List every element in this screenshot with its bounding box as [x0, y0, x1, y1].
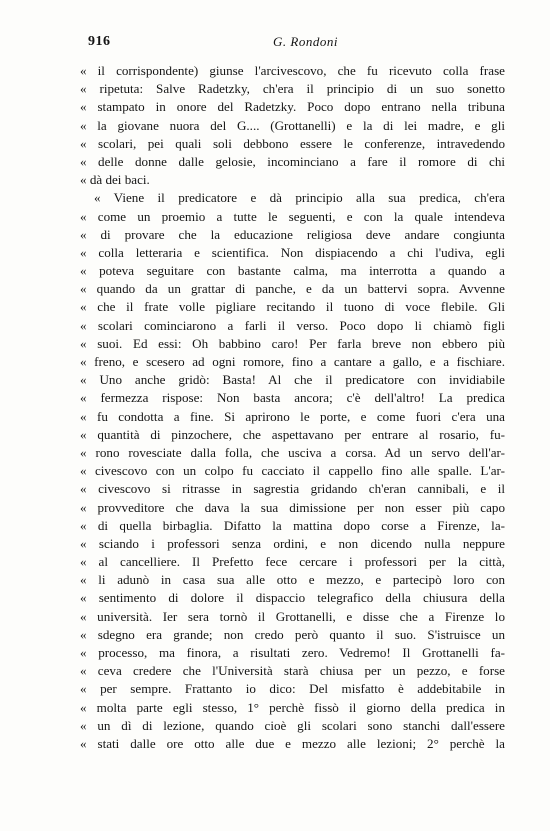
text-line: « freno, e scesero ad ogni romore, fino a cantare a gallo, e a fischiare.	[80, 354, 505, 369]
text-line: « Viene il predicatore e dà principio alla sua predica, ch'era	[94, 190, 505, 206]
text-line: « fermezza rispose: Non basta ancora; c'è dell'altro! La predica	[80, 390, 505, 406]
page-number: 916	[88, 34, 111, 49]
text-line: « colla letteraria e scientifica. Non dispiacendo a chi l'udiva, egli	[80, 244, 505, 260]
text-line: « stati dalle ore otto alle due e mezzo alle lezioni; 2° perchè la	[80, 735, 505, 751]
text-line: « come un proemio a tutte le seguenti, e con la quale intendeva	[80, 208, 505, 224]
text-line: « scolari cominciarono a farli il verso. Poco dopo li chiamò figli	[80, 317, 505, 333]
text-line: « poteva seguitare con bastante calma, ma interrotta a quando a	[80, 263, 505, 279]
text-line: « stampato in onore del Radetzky. Poco dopo entrano nella tribuna	[80, 99, 505, 115]
running-head: G. Rondoni	[273, 34, 338, 49]
text-line: « li adunò in casa sua alle otto e mezzo, e partecipò loro con	[80, 572, 505, 588]
text-line: « ceva credere che l'Università starà chiusa per un pezzo, e forse	[80, 663, 505, 679]
text-line: « ripetuta: Salve Radetzky, ch'era il principio di un suo sonetto	[80, 81, 505, 97]
text-line: « che il frate volle pigliare recitando il tuono di voce flebile. Gli	[80, 299, 505, 315]
text-line: « civescovo con un colpo fu cacciato il cappello fino alle spalle. L'ar-	[80, 463, 505, 479]
text-line: « sentimento di dolore il dispaccio telegrafico della chiusura della	[80, 590, 505, 606]
text-line: « al cancelliere. Il Prefetto fece cercare i professori per la città,	[80, 554, 505, 570]
text-line: « suoi. Ed essi: Oh babbino caro! Per farla breve non ebbero più	[80, 335, 505, 351]
text-line: « il corrispondente) giunse l'arcivescovo, che fu ricevuto colla frase	[80, 63, 505, 78]
text-line: « università. Ier sera tornò il Grottanelli, e disse che a Firenze lo	[80, 608, 505, 624]
text-line: « per sempre. Frattanto io dico: Del misfatto è addebitabile in	[80, 681, 505, 697]
text-line: « di provare che la educazione religiosa deve andare congiunta	[80, 226, 505, 242]
text-line: « la giovane nuora del G.... (Grottanelli) e la di lei madre, e gli	[80, 117, 505, 133]
text-line: « civescovo si ritrasse in sagrestia gridando ch'eran cannibali, e il	[80, 481, 505, 497]
text-line: « sciando i professori senza ordini, e non dicendo nulla neppure	[80, 535, 505, 551]
text-line: « provveditore che dava la sua dimissione per non esser più capo	[80, 499, 505, 515]
body-text	[80, 62, 505, 753]
text-line: « quantità di pinzochere, che aspettavano per entrare al rosario, fu-	[80, 426, 505, 442]
text-line: « sdegno era grande; non credo però quanto il suo. S'istruisce un	[80, 626, 505, 642]
text-line: « dà dei baci.	[80, 172, 150, 188]
text-line: « quando da un grattar di panche, e da un battervi sopra. Avvenne	[80, 281, 505, 297]
text-line: « fu condotta a fine. Si aprirono le porte, e come fuori c'era una	[80, 408, 505, 424]
text-line: « Uno anche gridò: Basta! Al che il predicatore con invidiabile	[80, 372, 505, 388]
text-line: « delle donne dalle gelosie, incominciano a fare il romore di chi	[80, 153, 505, 169]
text-line: « processo, ma finora, a risultati zero. Vedremo! Il Grottanelli fa-	[80, 645, 505, 660]
text-line: « molta parte egli stesso, 1° perchè fissò il giorno della predica in	[80, 699, 505, 715]
page-header	[88, 26, 503, 48]
text-line: « di quella birbaglia. Difatto la mattina dopo corse a Firenze, la-	[80, 517, 505, 533]
text-line: « un dì di lezione, quando cioè gli scolari sono stanchi dall'essere	[80, 717, 505, 733]
text-line: « rono rovesciate dalla folla, che usciva a corsa. Ad un servo dell'ar-	[80, 444, 505, 460]
text-line: « scolari, pei quali soli debbono essere le conferenze, intravedendo	[80, 135, 505, 151]
